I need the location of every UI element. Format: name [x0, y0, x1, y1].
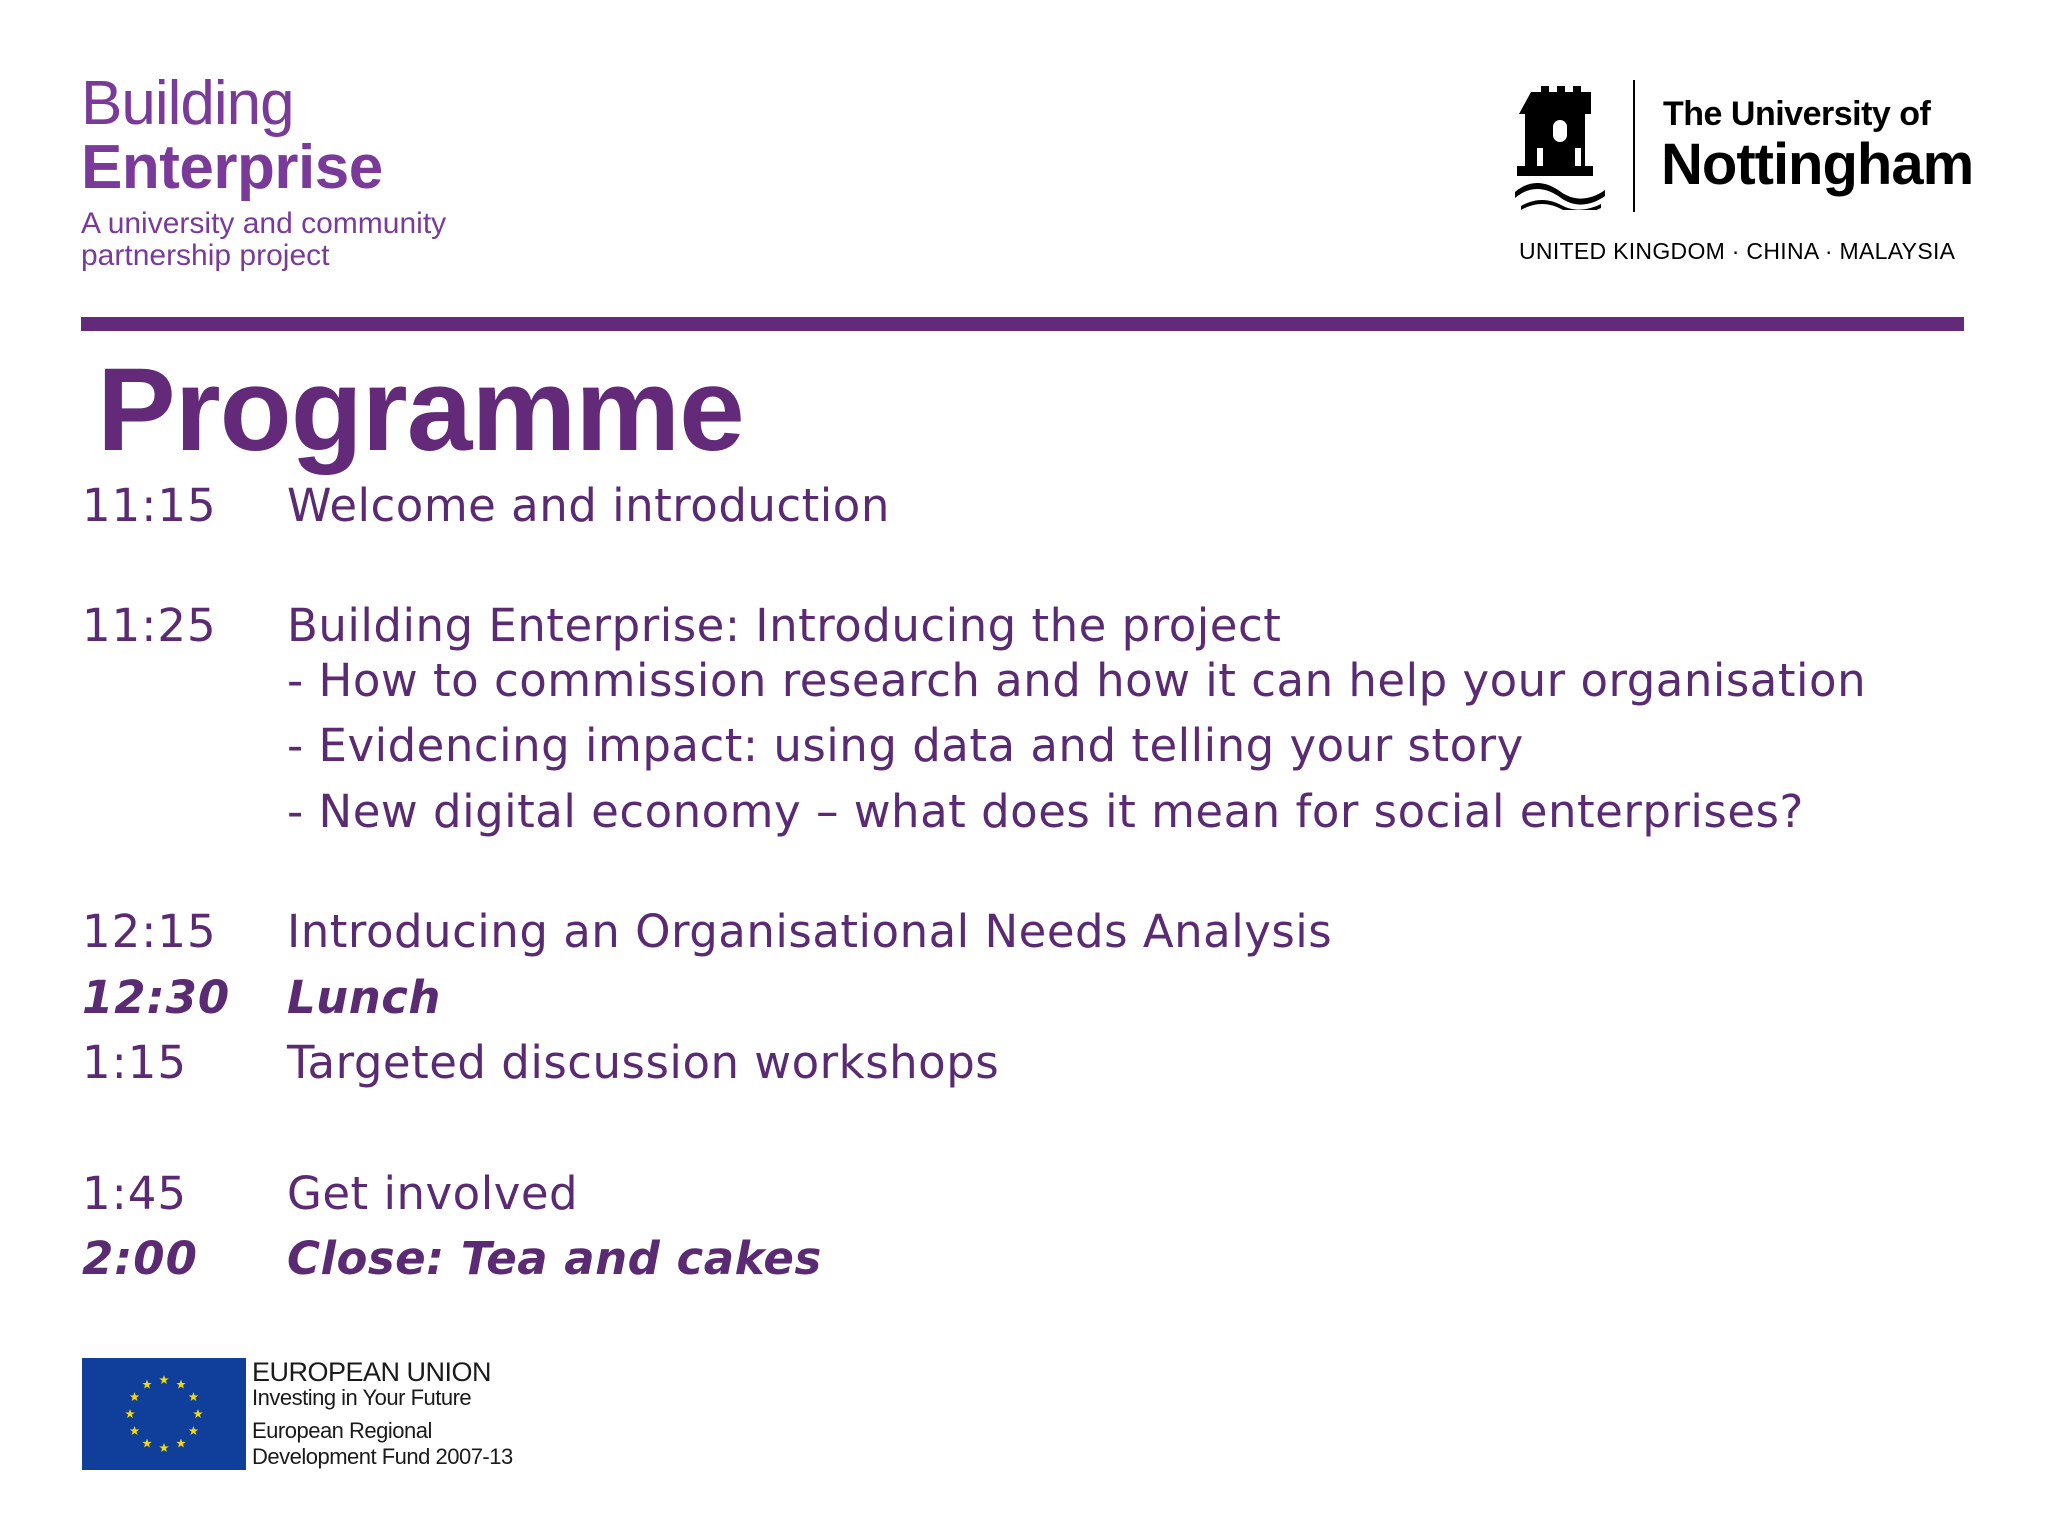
- schedule-activity: Building Enterprise: Introducing the project: [287, 599, 1282, 652]
- university-of-text: The University of: [1663, 95, 1931, 133]
- logo-tagline-line2: partnership project: [81, 239, 330, 272]
- schedule-time: 1:45: [82, 1167, 188, 1220]
- schedule-subitem: - Evidencing impact: using data and telling your story: [287, 719, 1524, 772]
- schedule-activity: Close: Tea and cakes: [287, 1232, 822, 1285]
- eu-fund-name: [252, 1418, 513, 1470]
- castle-crest-icon: [1515, 84, 1607, 210]
- eu-fund-line1: European Regional: [252, 1418, 432, 1443]
- logo-divider: [1633, 80, 1635, 212]
- nottingham-text: Nottingham: [1661, 132, 1974, 197]
- building-enterprise-logo: [81, 69, 447, 272]
- logo-tagline-line1: A university and community: [81, 207, 447, 240]
- eu-logo-text: [252, 1358, 513, 1470]
- schedule-activity: Lunch: [287, 971, 441, 1024]
- schedule-time: 11:25: [82, 599, 217, 652]
- schedule-activity: Targeted discussion workshops: [287, 1036, 1000, 1089]
- logo-tagline: [81, 208, 446, 272]
- schedule-activity: Welcome and introduction: [287, 479, 890, 532]
- schedule-subitem: - How to commission research and how it can help your organisation: [287, 654, 1867, 707]
- schedule-time: 12:30: [82, 971, 231, 1024]
- campus-countries: UNITED KINGDOM · CHINA · MALAYSIA: [1519, 238, 1956, 264]
- header-divider: [81, 317, 1964, 331]
- schedule-time: 1:15: [82, 1036, 188, 1089]
- eu-title: EUROPEAN UNION: [252, 1357, 492, 1387]
- schedule-time: 12:15: [82, 905, 217, 958]
- schedule-time: 2:00: [82, 1232, 198, 1285]
- eu-fund-line2: Development Fund 2007-13: [252, 1444, 513, 1469]
- schedule-subitem: - New digital economy – what does it mean for social enterprises?: [287, 785, 1804, 838]
- logo-line-building: Building: [81, 69, 294, 138]
- schedule-activity: Introducing an Organisational Needs Analysis: [287, 905, 1333, 958]
- schedule-activity: Get involved: [287, 1167, 579, 1220]
- logo-line-enterprise: Enterprise: [81, 133, 383, 202]
- university-of-nottingham-logo: [1515, 80, 1974, 270]
- page-title: Programme: [97, 344, 744, 476]
- eu-flag-icon: [82, 1358, 246, 1470]
- eu-slogan: Investing in Your Future: [252, 1385, 472, 1410]
- schedule-time: 11:15: [82, 479, 217, 532]
